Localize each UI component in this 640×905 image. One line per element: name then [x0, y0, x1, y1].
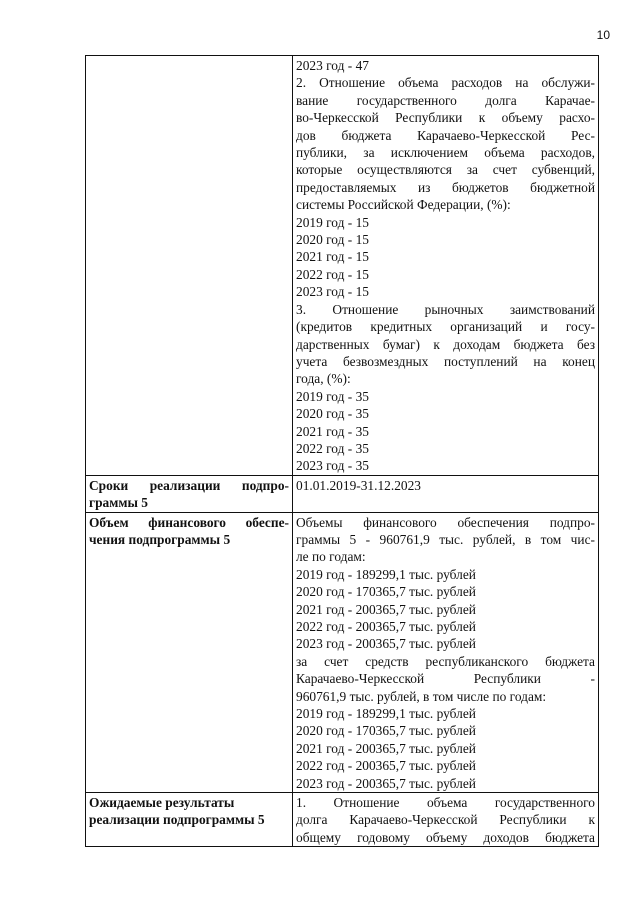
table-row [86, 512, 599, 793]
row-content-line: 2022 год - 200365,7 тыс. рублей [296, 619, 476, 634]
row-label-cell [86, 56, 293, 476]
row-content-line: 2022 год - 15 [296, 266, 369, 282]
row-content-line: 3. Отношение рыночных заимствований [296, 301, 595, 317]
row-content-line: 2023 год - 35 [296, 458, 369, 474]
row-content-line: 2021 год - 200365,7 тыс. рублей [296, 740, 476, 756]
row-content-line: Карачаево-Черкесской Республики - [296, 671, 595, 687]
row-content-line: публики, за исключением объема расходов, [296, 145, 595, 161]
row-content-line: 2023 год - 200365,7 тыс. рублей [296, 775, 476, 791]
row-content-line: 2021 год - 200365,7 тыс. рублей [296, 601, 476, 617]
row-content-line: 2020 год - 35 [296, 406, 369, 422]
row-content-line: Объемы финансового обеспечения подпро- [296, 514, 595, 530]
row-content-line: 2022 год - 35 [296, 440, 369, 456]
row-content-line: ле по годам: [296, 549, 366, 565]
row-content-line: учета безвозмездных поступлений на конец [296, 353, 595, 369]
row-content-line: 2020 год - 170365,7 тыс. рублей [296, 584, 476, 600]
row-content-cell [293, 56, 599, 476]
row-content-line: общему годовому объему доходов бюджета [296, 829, 595, 845]
table-row [86, 793, 599, 847]
row-content-line: 2019 год - 35 [296, 388, 369, 404]
row-content-line: системы Российской Федерации, (%): [296, 197, 511, 213]
row-content-line: долга Карачаево-Черкесской Республики к [296, 812, 595, 828]
row-content-line: 2. Отношение объема расходов на обслужи- [296, 75, 595, 91]
row-label-cell [86, 475, 293, 512]
row-content-line: 2020 год - 170365,7 тыс. рублей [296, 723, 476, 739]
row-content-line: во-Черкесской Республики к объему расхо- [296, 110, 595, 126]
row-content-line: вание государственного долга Карачае- [296, 92, 595, 108]
page-number: 10 [596, 28, 610, 42]
table-row [86, 475, 599, 512]
row-content-cell [293, 793, 599, 847]
row-content-line: 2023 год - 200365,7 тыс. рублей [296, 636, 476, 652]
row-content-line: дов бюджета Карачаево-Черкесской Рес- [296, 127, 595, 143]
row-label-line: чения подпрограммы 5 [89, 531, 231, 547]
row-content-line: 2023 год - 47 [296, 58, 369, 73]
passport-table-body [86, 56, 599, 847]
row-content-line: 01.01.2019-31.12.2023 [296, 477, 421, 493]
row-content-line: 2019 год - 189299,1 тыс. рублей [296, 566, 476, 582]
row-label-line: Ожидаемые результаты [89, 795, 235, 811]
row-content-line: 2023 год - 15 [296, 284, 369, 300]
row-content-line: 1. Отношение объема государственного [296, 795, 595, 811]
row-content-line: которые осуществляются за счет субвенций, [296, 162, 595, 178]
row-content-line: 2021 год - 35 [296, 423, 369, 439]
row-content-line: 2021 год - 15 [296, 249, 369, 265]
row-content-line: 2019 год - 189299,1 тыс. рублей [296, 706, 476, 722]
table-row [86, 56, 599, 476]
row-content-line: года, (%): [296, 371, 351, 387]
row-content-line: (кредитов кредитных организаций и госу- [296, 319, 595, 335]
row-content-line: 960761,9 тыс. рублей, в том числе по годам: [296, 688, 547, 704]
row-content-line: за счет средств республиканского бюджета [296, 653, 595, 669]
row-label-line: граммы 5 [89, 495, 148, 511]
row-content-cell [293, 475, 599, 512]
row-content-line: дарственных бумаг) к доходам бюджета без [296, 336, 595, 352]
row-label-line: реализации подпрограммы 5 [89, 812, 265, 828]
row-content-line: граммы 5 - 960761,9 тыс. рублей, в том чис- [296, 531, 595, 547]
row-label-line: Объем финансового обеспе- [89, 514, 289, 530]
row-content-line: предоставляемых из бюджетов бюджетной [296, 179, 595, 195]
row-content-line: 2022 год - 200365,7 тыс. рублей [296, 758, 476, 774]
row-label-cell [86, 512, 293, 793]
row-content-cell [293, 512, 599, 793]
passport-table [85, 55, 599, 847]
row-label-line: Сроки реализации подпро- [89, 477, 289, 493]
row-content-line: 2019 год - 15 [296, 214, 369, 230]
row-content-line: 2020 год - 15 [296, 232, 369, 248]
row-label-cell [86, 793, 293, 847]
